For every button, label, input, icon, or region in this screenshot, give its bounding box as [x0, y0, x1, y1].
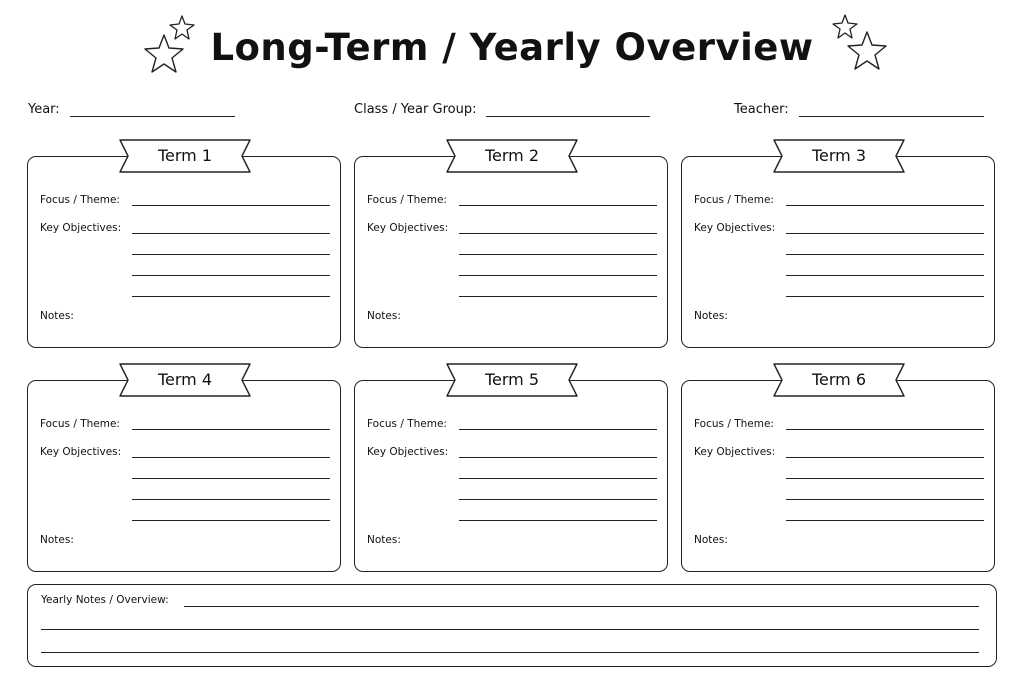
term-title: Term 2	[484, 146, 540, 165]
year-field[interactable]	[28, 102, 235, 117]
objectives-line[interactable]	[786, 499, 984, 500]
term-ribbon	[446, 139, 578, 173]
objectives-line[interactable]	[459, 499, 657, 500]
notes-label: Notes:	[367, 534, 401, 546]
objectives-line[interactable]	[786, 275, 984, 276]
term-ribbon	[119, 363, 251, 397]
term-box[interactable]	[354, 146, 668, 348]
objectives-line[interactable]	[459, 457, 657, 458]
objectives-line[interactable]	[459, 520, 657, 521]
objectives-line[interactable]	[459, 275, 657, 276]
year-label: Year:	[28, 102, 60, 117]
objectives-line[interactable]	[132, 233, 330, 234]
objectives-line[interactable]	[132, 478, 330, 479]
focus-label: Focus / Theme:	[694, 194, 774, 206]
yearly-notes-line[interactable]	[41, 652, 979, 653]
objectives-line[interactable]	[459, 296, 657, 297]
term-box[interactable]	[27, 146, 341, 348]
term-ribbon	[773, 139, 905, 173]
objectives-label: Key Objectives:	[694, 446, 776, 458]
class-label: Class / Year Group:	[354, 102, 477, 117]
focus-label: Focus / Theme:	[367, 418, 447, 430]
objectives-line[interactable]	[786, 296, 984, 297]
notes-label: Notes:	[40, 310, 74, 322]
notes-label: Notes:	[694, 310, 728, 322]
objectives-line[interactable]	[459, 233, 657, 234]
objectives-line[interactable]	[786, 233, 984, 234]
objectives-line[interactable]	[132, 499, 330, 500]
yearly-notes-line[interactable]	[184, 606, 979, 607]
focus-line[interactable]	[786, 205, 984, 206]
objectives-line[interactable]	[459, 254, 657, 255]
objectives-line[interactable]	[132, 296, 330, 297]
objectives-label: Key Objectives:	[367, 222, 449, 234]
focus-label: Focus / Theme:	[367, 194, 447, 206]
term-title: Term 6	[811, 370, 867, 389]
notes-label: Notes:	[694, 534, 728, 546]
objectives-line[interactable]	[786, 520, 984, 521]
class-field[interactable]	[354, 102, 650, 117]
term-box[interactable]	[27, 370, 341, 572]
year-line[interactable]	[70, 102, 235, 117]
yearly-notes-label: Yearly Notes / Overview:	[41, 594, 169, 606]
objectives-line[interactable]	[132, 254, 330, 255]
notes-label: Notes:	[40, 534, 74, 546]
focus-line[interactable]	[132, 205, 330, 206]
objectives-label: Key Objectives:	[40, 446, 122, 458]
teacher-line[interactable]	[799, 102, 984, 117]
teacher-label: Teacher:	[734, 102, 789, 117]
objectives-label: Key Objectives:	[40, 222, 122, 234]
objectives-label: Key Objectives:	[694, 222, 776, 234]
focus-label: Focus / Theme:	[694, 418, 774, 430]
focus-label: Focus / Theme:	[40, 194, 120, 206]
term-box[interactable]	[354, 370, 668, 572]
notes-label: Notes:	[367, 310, 401, 322]
star-icon	[169, 15, 195, 41]
star-icon	[846, 30, 888, 72]
term-box[interactable]	[681, 146, 995, 348]
objectives-line[interactable]	[786, 254, 984, 255]
term-title: Term 1	[157, 146, 213, 165]
objectives-label: Key Objectives:	[367, 446, 449, 458]
term-ribbon	[773, 363, 905, 397]
focus-line[interactable]	[459, 205, 657, 206]
focus-line[interactable]	[132, 429, 330, 430]
term-title: Term 5	[484, 370, 540, 389]
focus-label: Focus / Theme:	[40, 418, 120, 430]
term-box[interactable]	[681, 370, 995, 572]
objectives-line[interactable]	[132, 275, 330, 276]
objectives-line[interactable]	[132, 520, 330, 521]
term-ribbon	[446, 363, 578, 397]
objectives-line[interactable]	[786, 478, 984, 479]
term-title: Term 3	[811, 146, 867, 165]
objectives-line[interactable]	[786, 457, 984, 458]
focus-line[interactable]	[786, 429, 984, 430]
page-title: Long-Term / Yearly Overview	[210, 26, 814, 69]
term-title: Term 4	[157, 370, 213, 389]
term-ribbon	[119, 139, 251, 173]
yearly-notes-line[interactable]	[41, 629, 979, 630]
objectives-line[interactable]	[459, 478, 657, 479]
objectives-line[interactable]	[132, 457, 330, 458]
class-line[interactable]	[486, 102, 650, 117]
teacher-field[interactable]	[734, 102, 984, 117]
focus-line[interactable]	[459, 429, 657, 430]
yearly-notes-box[interactable]	[27, 584, 997, 667]
